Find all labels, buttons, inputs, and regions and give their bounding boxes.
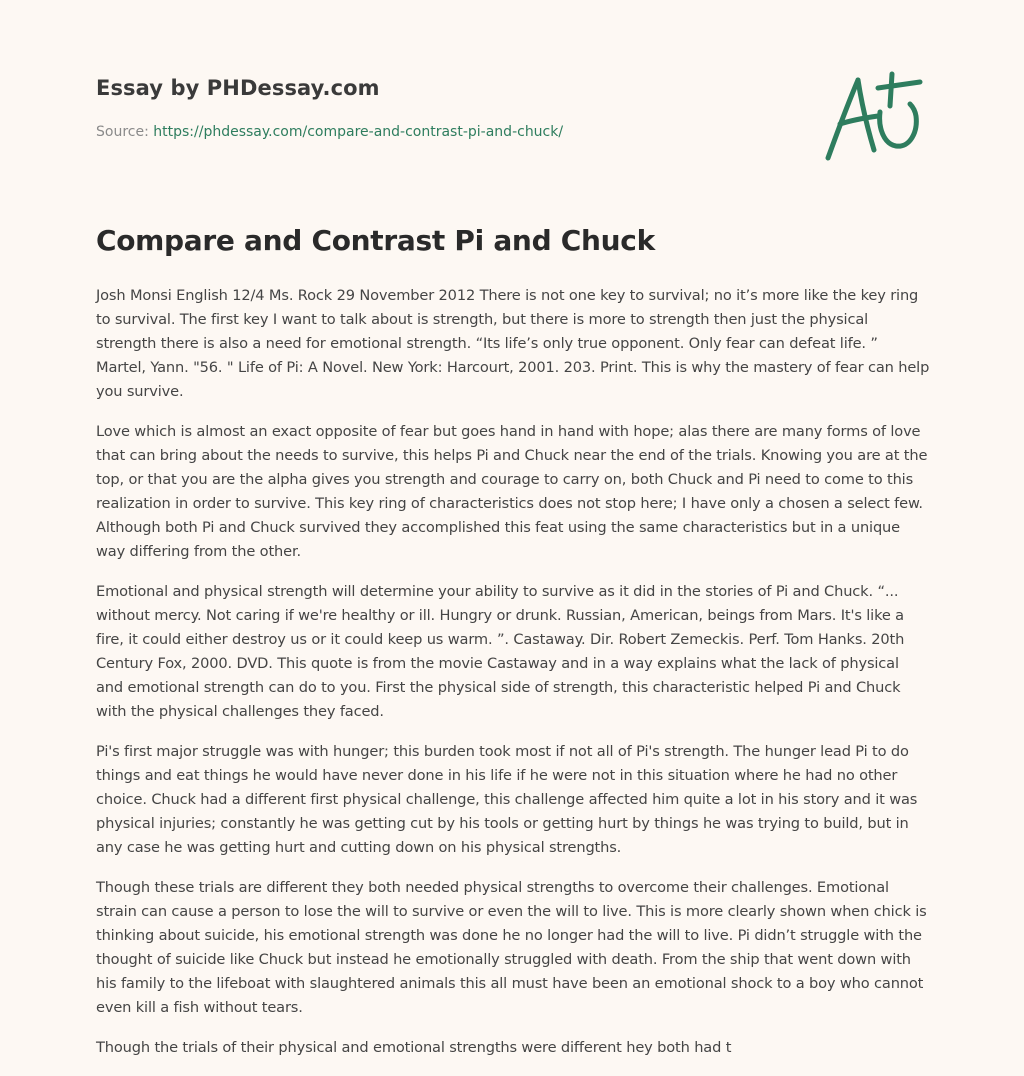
essay-paragraph: Love which is almost an exact opposite of fear but goes hand in hand with hope; alas there are many forms of love that can bring about the needs to survive, this helps Pi and Chuck near the end of the trials. Knowing you are at the top, or that you are the alpha gives you strength and courage to carry on, both Chuck and Pi need to come to this realization in order to survive. This key ring of characteristics does not stop here; I have only a chosen a select few. Although both Pi and Chuck survived they accomplished this feat using the same characteristics but in a unique way differing from the other. bbox=[96, 423, 928, 560]
source-line bbox=[96, 124, 563, 140]
essay-paragraph: Though these trials are different they both needed physical strengths to overcome their challenges. Emotional strain can cause a person to lose the will to survive or even the will to live. This is more clearly shown when chick is thinking about suicide, his emotional strength was done he no longer had the will to live. Pi didn’t struggle with the thought of suicide like Chuck but instead he emotionally struggled with death. From the ship that went down with his family to the lifeboat with slaughtered animals this all must have been an emotional shock to a boy who cannot even kill a fish without tears. bbox=[96, 879, 927, 1016]
essay-paragraph: Though the trials of their physical and emotional strengths were different hey both had t bbox=[96, 1039, 732, 1056]
essay-paragraph: Emotional and physical strength will determine your ability to survive as it did in the stories of Pi and Chuck. “... without mercy. Not caring if we're healthy or ill. Hungry or drunk. Russian, American, beings from Mars. It's like a fire, it could either destroy us or it could keep us warm. ”. Castaway. Dir. Robert Zemeckis. Perf. Tom Hanks. 20th Century Fox, 2000. DVD. This quote is from the movie Castaway and in a way explains what the lack of physical and emotional strength can do to you. First the physical side of strength, this characteristic helped Pi and Chuck with the physical challenges they faced. bbox=[96, 583, 905, 720]
essay-page bbox=[96, 0, 930, 1076]
source-link[interactable]: https://phdessay.com/compare-and-contrast-pi-and-chuck/ bbox=[153, 124, 564, 140]
essay-paragraph: Josh Monsi English 12/4 Ms. Rock 29 November 2012 There is not one key to survival; no it’s more like the key ring to survival. The first key I want to talk about is strength, but there is more to strength then just the physical strength there is also a need for emotional strength. “Its life’s only true opponent. Only fear can defeat life. ” Martel, Yann. "56. " Life of Pi: A Novel. New York: Harcourt, 2001. 203. Print. This is why the mastery of fear can help you survive. bbox=[96, 287, 930, 400]
essay-paragraph: Pi's first major struggle was with hunger; this burden took most if not all of Pi's strength. The hunger lead Pi to do things and eat things he would have never done in his life if he were not in this situation where he had no other choice. Chuck had a different first physical challenge, this challenge affected him quite a lot in his story and it was physical injuries; constantly he was getting cut by his tools or getting hurt by things he was trying to build, but in any case he was getting hurt and cutting down on his physical strengths. bbox=[96, 743, 918, 856]
a-plus-logo-icon bbox=[822, 66, 926, 166]
essay-body bbox=[96, 284, 930, 1076]
site-brand: Essay by PHDessay.com bbox=[96, 76, 380, 100]
source-label: Source: bbox=[96, 124, 149, 140]
essay-title: Compare and Contrast Pi and Chuck bbox=[96, 224, 655, 257]
